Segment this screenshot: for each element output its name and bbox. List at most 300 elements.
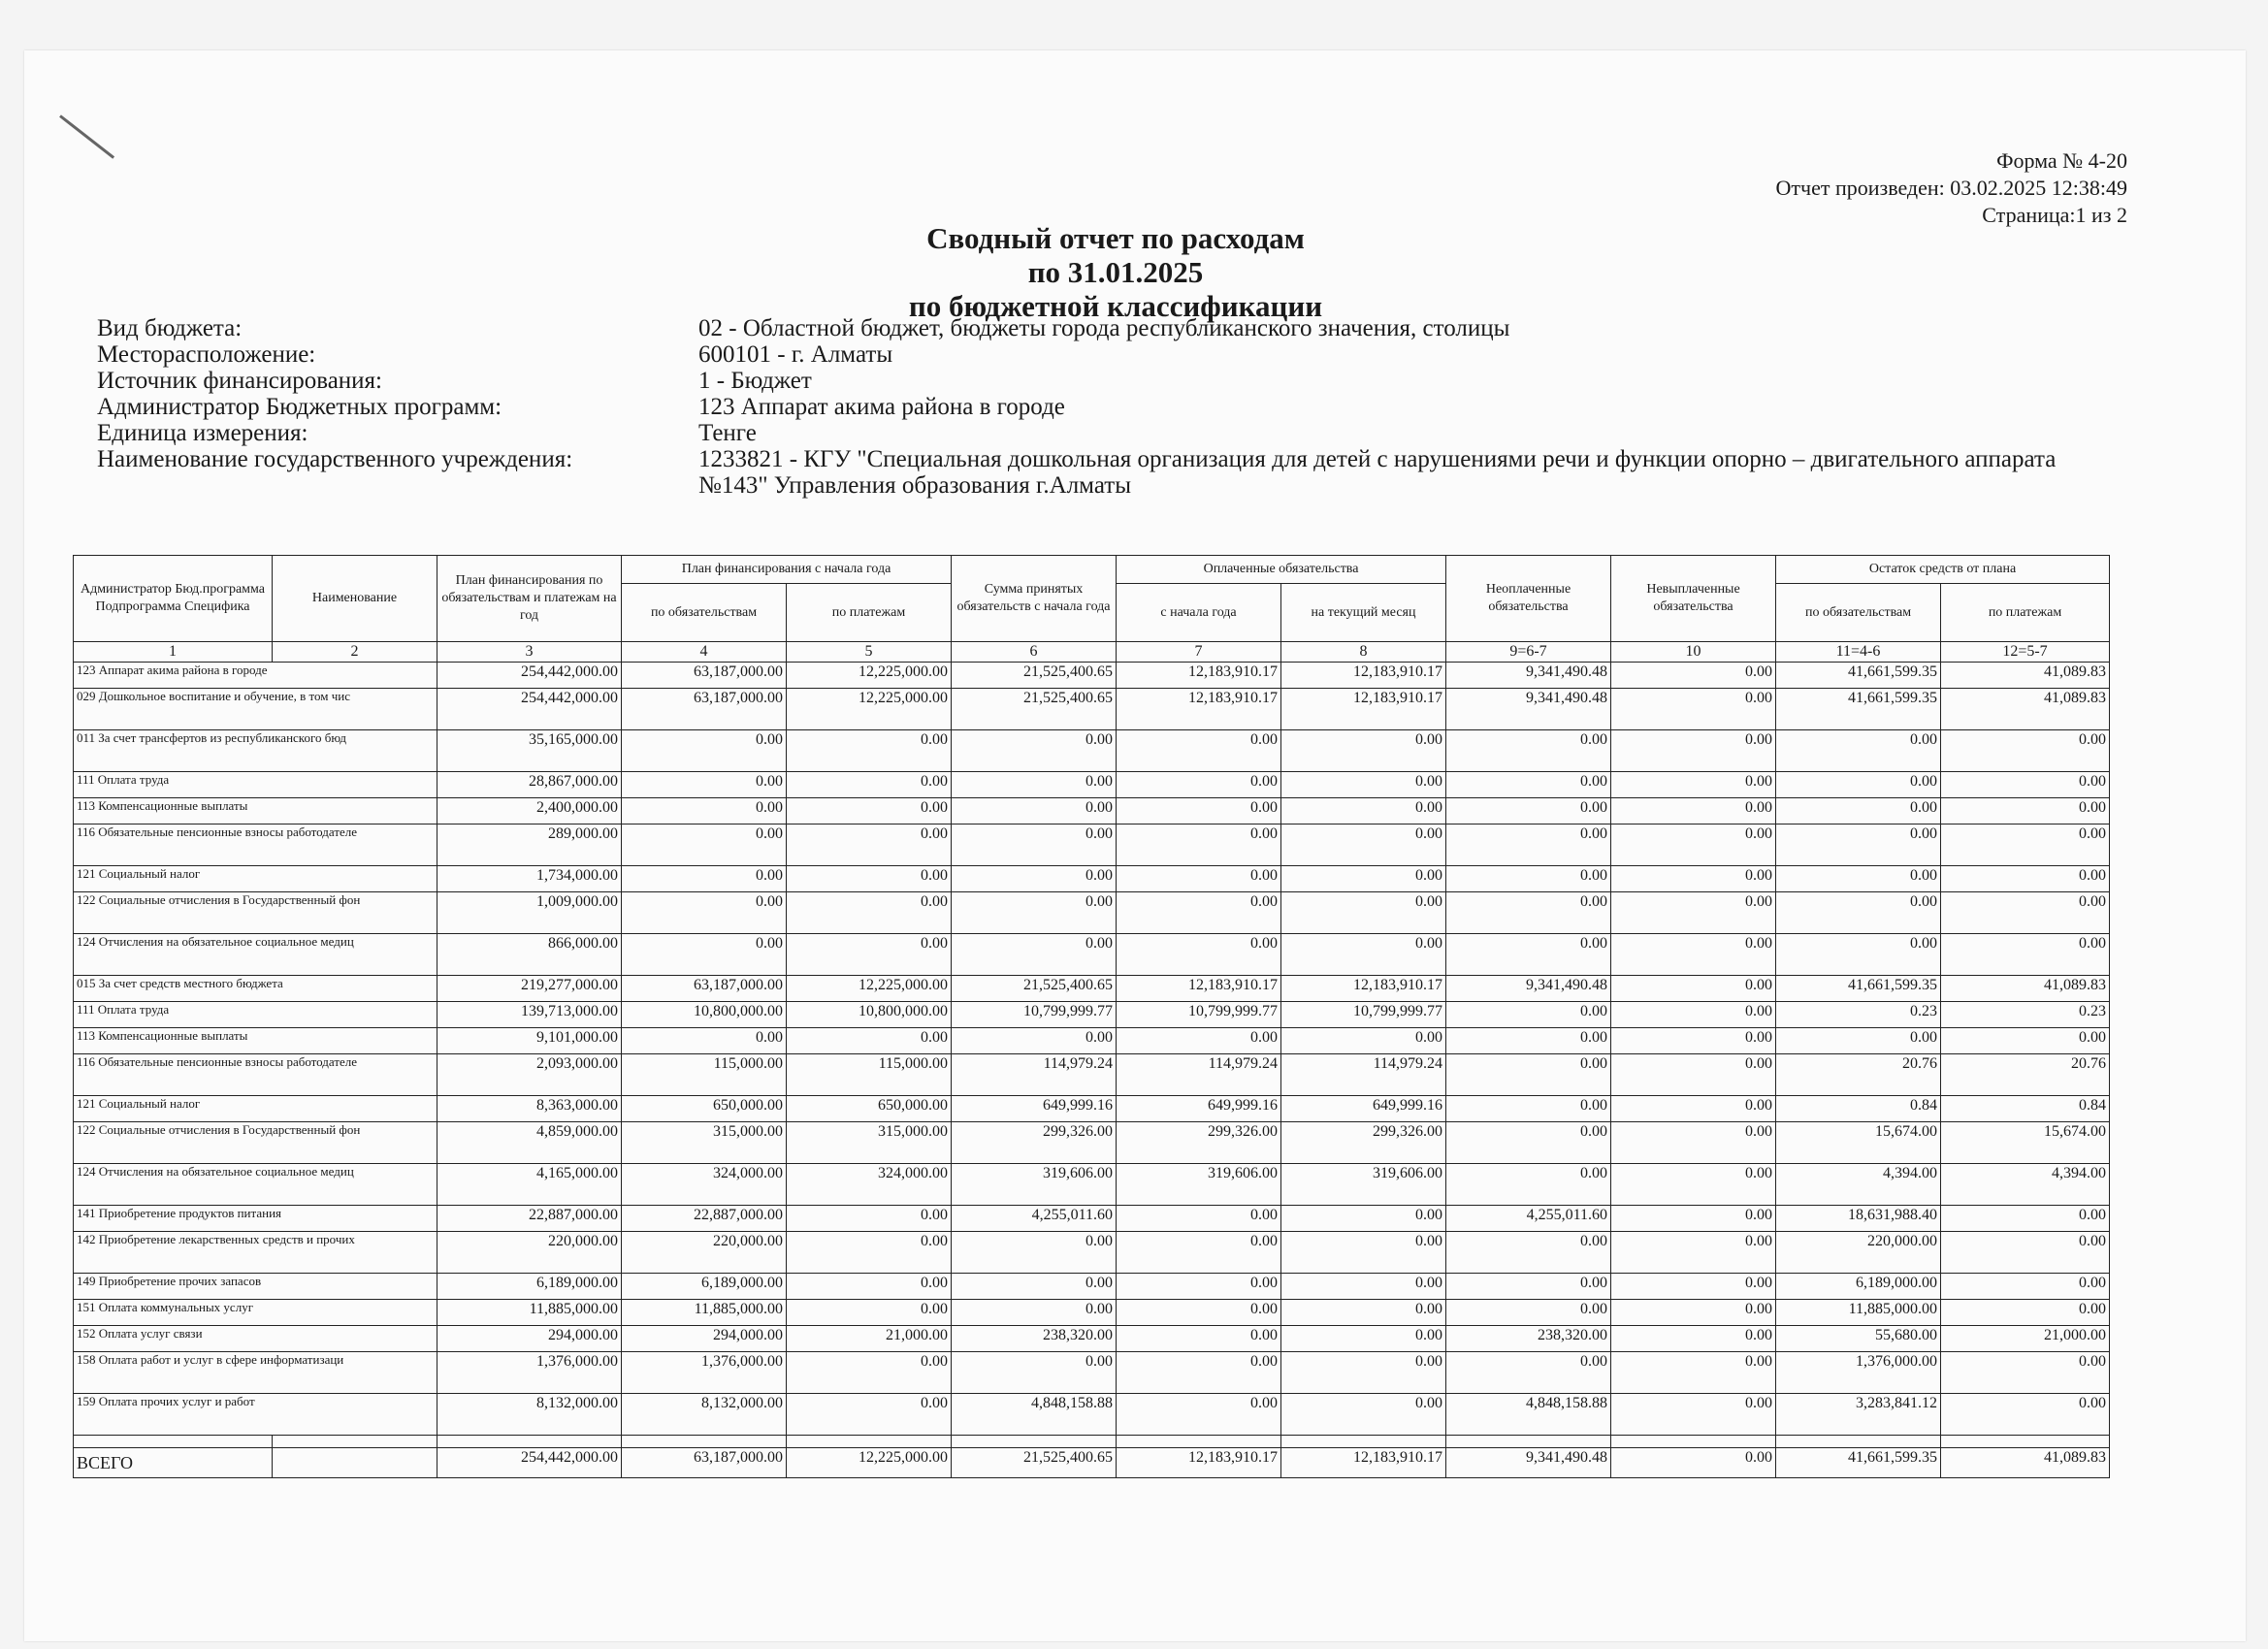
table-row [74, 1096, 2110, 1122]
spacer-row [74, 1436, 2110, 1448]
table-row [74, 1300, 2110, 1326]
page-number: Страница:1 из 2 [1982, 203, 2127, 227]
row-value: 35,165,000.00 [437, 730, 622, 772]
table-row [74, 1002, 2110, 1028]
row-classification: 151 Оплата коммунальных услуг [74, 1300, 437, 1326]
row-value: 0.00 [1117, 1028, 1281, 1054]
row-value: 0.00 [622, 934, 787, 976]
row-value: 0.00 [952, 1028, 1117, 1054]
row-value: 0.00 [622, 730, 787, 772]
row-classification: 159 Оплата прочих услуг и работ [74, 1394, 437, 1436]
row-value: 8,132,000.00 [437, 1394, 622, 1436]
header-paid-obligations: Оплаченные обязательства [1117, 556, 1446, 584]
row-value: 0.00 [1611, 1326, 1776, 1352]
row-value: 9,341,490.48 [1446, 663, 1611, 689]
row-value: 0.00 [952, 934, 1117, 976]
row-value: 12,225,000.00 [787, 976, 952, 1002]
spacer-cell [437, 1436, 622, 1448]
row-value: 0.00 [1117, 824, 1281, 866]
table-body [74, 663, 2110, 1478]
row-value: 0.00 [1941, 866, 2110, 892]
row-value: 21,525,400.65 [952, 976, 1117, 1002]
row-value: 294,000.00 [437, 1326, 622, 1352]
row-value: 114,979.24 [1281, 1054, 1446, 1096]
row-classification: 116 Обязательные пенсионные взносы работодателе [74, 824, 437, 866]
row-value: 63,187,000.00 [622, 689, 787, 730]
meta-label: Вид бюджета: [97, 315, 243, 341]
row-classification: 141 Приобретение продуктов питания [74, 1206, 437, 1232]
row-value: 8,132,000.00 [622, 1394, 787, 1436]
row-value: 315,000.00 [787, 1122, 952, 1164]
row-value: 0.00 [1117, 934, 1281, 976]
row-value: 0.00 [622, 798, 787, 824]
row-value: 0.00 [1776, 824, 1941, 866]
meta-row [97, 446, 2095, 499]
row-value: 0.00 [1446, 1096, 1611, 1122]
row-value: 115,000.00 [622, 1054, 787, 1096]
spacer-cell [787, 1436, 952, 1448]
row-value: 0.00 [1611, 1274, 1776, 1300]
row-value: 12,183,910.17 [1117, 663, 1281, 689]
row-value: 63,187,000.00 [622, 663, 787, 689]
row-value: 9,341,490.48 [1446, 689, 1611, 730]
row-value: 114,979.24 [952, 1054, 1117, 1096]
total-label: ВСЕГО [74, 1448, 273, 1478]
table-row [74, 1394, 2110, 1436]
table-row [74, 1054, 2110, 1096]
row-value: 0.00 [1117, 772, 1281, 798]
row-value: 2,400,000.00 [437, 798, 622, 824]
row-value: 238,320.00 [952, 1326, 1117, 1352]
row-value: 0.00 [952, 892, 1117, 934]
row-value: 0.00 [1446, 1164, 1611, 1206]
header-unpaid-obligations: Неоплаченные обязательства [1446, 556, 1611, 642]
row-classification: 029 Дошкольное воспитание и обучение, в том чис [74, 689, 437, 730]
row-value: 0.00 [1281, 1028, 1446, 1054]
expense-report-table [73, 555, 2110, 1478]
row-value: 0.00 [1117, 1326, 1281, 1352]
header-name: Наименование [273, 556, 437, 642]
row-value: 0.00 [1611, 1394, 1776, 1436]
title-line-2: по 31.01.2025 [1027, 255, 1204, 289]
row-value: 254,442,000.00 [437, 663, 622, 689]
report-title [0, 221, 2221, 323]
row-value: 41,089.83 [1941, 663, 2110, 689]
row-value: 324,000.00 [787, 1164, 952, 1206]
column-index-cell: 10 [1611, 642, 1776, 663]
row-value: 0.00 [1611, 976, 1776, 1002]
row-value: 0.00 [1446, 824, 1611, 866]
column-index-row [74, 642, 2110, 663]
row-value: 1,376,000.00 [1776, 1352, 1941, 1394]
row-value: 0.00 [787, 1352, 952, 1394]
row-classification: 158 Оплата работ и услуг в сфере информатизаци [74, 1352, 437, 1394]
row-value: 0.84 [1776, 1096, 1941, 1122]
row-value: 0.00 [787, 772, 952, 798]
row-value: 0.00 [1941, 1300, 2110, 1326]
row-value: 12,183,910.17 [1281, 689, 1446, 730]
row-value: 0.00 [952, 1232, 1117, 1274]
row-value: 0.00 [1446, 892, 1611, 934]
row-value: 0.00 [1776, 730, 1941, 772]
row-value: 299,326.00 [1117, 1122, 1281, 1164]
column-index-cell: 9=6-7 [1446, 642, 1611, 663]
row-value: 6,189,000.00 [437, 1274, 622, 1300]
table-row [74, 1164, 2110, 1206]
row-value: 0.00 [1776, 798, 1941, 824]
row-value: 41,661,599.35 [1776, 689, 1941, 730]
row-value: 650,000.00 [787, 1096, 952, 1122]
column-index-cell: 6 [952, 642, 1117, 663]
row-value: 0.00 [787, 892, 952, 934]
row-value: 0.00 [1446, 730, 1611, 772]
table-row [74, 798, 2110, 824]
row-value: 21,525,400.65 [952, 689, 1117, 730]
row-value: 0.00 [952, 866, 1117, 892]
spacer-cell [1776, 1436, 1941, 1448]
meta-value: 02 - Областной бюджет, бюджеты города республиканского значения, столицы [698, 315, 1510, 341]
row-value: 2,093,000.00 [437, 1054, 622, 1096]
row-value: 0.00 [622, 866, 787, 892]
row-value: 0.00 [1611, 730, 1776, 772]
column-index-cell: 8 [1281, 642, 1446, 663]
row-classification: 113 Компенсационные выплаты [74, 1028, 437, 1054]
row-value: 0.84 [1941, 1096, 2110, 1122]
row-value: 649,999.16 [952, 1096, 1117, 1122]
title-line-1: Сводный отчет по расходам [926, 221, 1305, 255]
row-value: 0.00 [1941, 772, 2110, 798]
row-value: 10,800,000.00 [787, 1002, 952, 1028]
total-value: 12,225,000.00 [787, 1448, 952, 1478]
row-value: 0.00 [1611, 1002, 1776, 1028]
row-value: 649,999.16 [1117, 1096, 1281, 1122]
row-value: 0.00 [952, 1300, 1117, 1326]
row-value: 11,885,000.00 [1776, 1300, 1941, 1326]
total-value: 254,442,000.00 [437, 1448, 622, 1478]
row-classification: 111 Оплата труда [74, 772, 437, 798]
row-value: 20.76 [1941, 1054, 2110, 1096]
spacer-cell [1611, 1436, 1776, 1448]
row-value: 0.00 [1611, 934, 1776, 976]
column-index-cell: 2 [273, 642, 437, 663]
row-value: 21,000.00 [1941, 1326, 2110, 1352]
row-value: 0.00 [1941, 1352, 2110, 1394]
total-value: 12,183,910.17 [1281, 1448, 1446, 1478]
row-value: 0.23 [1941, 1002, 2110, 1028]
meta-value: 123 Аппарат акима района в городе [698, 394, 1065, 420]
total-value: 21,525,400.65 [952, 1448, 1117, 1478]
header-fin-plan: План финансирования с начала года [622, 556, 952, 584]
header-fin-oblig: по обязательствам [622, 584, 787, 642]
row-classification: 142 Приобретение лекарственных средств и прочих [74, 1232, 437, 1274]
row-value: 254,442,000.00 [437, 689, 622, 730]
row-value: 0.00 [1446, 1300, 1611, 1326]
row-value: 0.00 [1611, 1096, 1776, 1122]
row-value: 0.00 [1281, 1394, 1446, 1436]
row-value: 0.00 [787, 824, 952, 866]
row-value: 319,606.00 [1281, 1164, 1446, 1206]
table-row [74, 663, 2110, 689]
row-value: 0.00 [1611, 663, 1776, 689]
meta-label: Единица измерения: [97, 420, 308, 446]
meta-label: Месторасположение: [97, 341, 316, 368]
row-value: 41,661,599.35 [1776, 663, 1941, 689]
row-value: 0.00 [1941, 1028, 2110, 1054]
row-value: 319,606.00 [1117, 1164, 1281, 1206]
row-value: 0.00 [787, 730, 952, 772]
row-value: 20.76 [1776, 1054, 1941, 1096]
row-value: 0.00 [952, 824, 1117, 866]
meta-label: Администратор Бюджетных программ: [97, 394, 502, 420]
row-value: 1,009,000.00 [437, 892, 622, 934]
row-value: 220,000.00 [1776, 1232, 1941, 1274]
row-value: 0.00 [787, 934, 952, 976]
row-value: 1,376,000.00 [622, 1352, 787, 1394]
row-value: 55,680.00 [1776, 1326, 1941, 1352]
row-classification: 121 Социальный налог [74, 1096, 437, 1122]
row-value: 15,674.00 [1776, 1122, 1941, 1164]
row-value: 0.00 [787, 798, 952, 824]
row-value: 866,000.00 [437, 934, 622, 976]
row-value: 299,326.00 [952, 1122, 1117, 1164]
row-value: 0.00 [1117, 1274, 1281, 1300]
row-value: 0.00 [1776, 934, 1941, 976]
row-value: 9,101,000.00 [437, 1028, 622, 1054]
row-value: 0.00 [1611, 1206, 1776, 1232]
total-value: 9,341,490.48 [1446, 1448, 1611, 1478]
row-value: 10,800,000.00 [622, 1002, 787, 1028]
report-header-info [1776, 147, 2127, 229]
column-index-cell: 5 [787, 642, 952, 663]
row-value: 0.00 [787, 866, 952, 892]
row-value: 8,363,000.00 [437, 1096, 622, 1122]
row-value: 4,394.00 [1776, 1164, 1941, 1206]
row-value: 0.00 [1446, 772, 1611, 798]
row-value: 0.00 [1941, 934, 2110, 976]
row-value: 220,000.00 [437, 1232, 622, 1274]
meta-value: 1 - Бюджет [698, 368, 812, 394]
row-value: 0.23 [1776, 1002, 1941, 1028]
row-value: 1,734,000.00 [437, 866, 622, 892]
table-row [74, 1274, 2110, 1300]
row-value: 0.00 [1611, 1122, 1776, 1164]
row-value: 0.00 [1281, 1326, 1446, 1352]
row-classification: 011 За счет трансфертов из республиканского бюд [74, 730, 437, 772]
row-value: 0.00 [1446, 1352, 1611, 1394]
row-value: 0.00 [1281, 934, 1446, 976]
table-row [74, 1206, 2110, 1232]
row-value: 0.00 [1117, 1206, 1281, 1232]
row-value: 12,225,000.00 [787, 663, 952, 689]
table-row [74, 976, 2110, 1002]
row-value: 0.00 [1611, 798, 1776, 824]
row-value: 63,187,000.00 [622, 976, 787, 1002]
row-value: 115,000.00 [787, 1054, 952, 1096]
row-value: 324,000.00 [622, 1164, 787, 1206]
row-value: 0.00 [1446, 1122, 1611, 1164]
row-value: 0.00 [1281, 730, 1446, 772]
row-value: 12,183,910.17 [1117, 976, 1281, 1002]
spacer-cell [622, 1436, 787, 1448]
total-value: 41,089.83 [1941, 1448, 2110, 1478]
row-value: 0.00 [622, 772, 787, 798]
row-value: 0.00 [1281, 798, 1446, 824]
header-rem-pay: по платежам [1941, 584, 2110, 642]
row-value: 0.00 [1281, 824, 1446, 866]
column-index-cell: 12=5-7 [1941, 642, 2110, 663]
row-value: 10,799,999.77 [952, 1002, 1117, 1028]
row-value: 0.00 [1776, 772, 1941, 798]
row-value: 0.00 [1611, 1300, 1776, 1326]
meta-row [97, 315, 2095, 341]
row-value: 0.00 [1281, 866, 1446, 892]
row-value: 139,713,000.00 [437, 1002, 622, 1028]
row-value: 0.00 [1611, 772, 1776, 798]
row-value: 0.00 [1941, 1232, 2110, 1274]
row-classification: 111 Оплата труда [74, 1002, 437, 1028]
spacer-cell [1941, 1436, 2110, 1448]
row-classification: 122 Социальные отчисления в Государственный фон [74, 892, 437, 934]
column-index-cell: 4 [622, 642, 787, 663]
row-value: 0.00 [1611, 689, 1776, 730]
row-value: 0.00 [1941, 824, 2110, 866]
row-value: 0.00 [1941, 730, 2110, 772]
row-value: 0.00 [1611, 866, 1776, 892]
row-value: 0.00 [1446, 1232, 1611, 1274]
column-index-cell: 11=4-6 [1776, 642, 1941, 663]
table-row [74, 730, 2110, 772]
table-row [74, 866, 2110, 892]
row-value: 0.00 [1117, 1232, 1281, 1274]
row-value: 0.00 [1281, 1206, 1446, 1232]
row-value: 0.00 [1446, 866, 1611, 892]
header-annual-plan: План финансирования по обязательствам и платежам на год [437, 556, 622, 642]
row-classification: 149 Приобретение прочих запасов [74, 1274, 437, 1300]
row-value: 0.00 [1446, 1054, 1611, 1096]
row-value: 649,999.16 [1281, 1096, 1446, 1122]
row-value: 289,000.00 [437, 824, 622, 866]
spacer-cell [952, 1436, 1117, 1448]
row-value: 0.00 [1941, 798, 2110, 824]
row-classification: 122 Социальные отчисления в Государственный фон [74, 1122, 437, 1164]
row-value: 3,283,841.12 [1776, 1394, 1941, 1436]
row-value: 0.00 [1941, 892, 2110, 934]
row-value: 1,376,000.00 [437, 1352, 622, 1394]
row-value: 28,867,000.00 [437, 772, 622, 798]
column-index-cell: 7 [1117, 642, 1281, 663]
row-value: 0.00 [1117, 866, 1281, 892]
total-value: 12,183,910.17 [1117, 1448, 1281, 1478]
row-value: 41,089.83 [1941, 976, 2110, 1002]
row-value: 0.00 [1611, 892, 1776, 934]
row-classification: 124 Отчисления на обязательное социальное медиц [74, 934, 437, 976]
row-value: 650,000.00 [622, 1096, 787, 1122]
meta-row [97, 394, 2095, 420]
row-value: 11,885,000.00 [437, 1300, 622, 1326]
row-value: 10,799,999.77 [1281, 1002, 1446, 1028]
header-fin-pay: по платежам [787, 584, 952, 642]
header-nonpaid-obligations: Невыплаченные обязательства [1611, 556, 1776, 642]
row-value: 0.00 [622, 824, 787, 866]
row-value: 0.00 [1611, 824, 1776, 866]
row-value: 0.00 [1446, 1028, 1611, 1054]
meta-row [97, 420, 2095, 446]
row-value: 315,000.00 [622, 1122, 787, 1164]
row-value: 0.00 [952, 1274, 1117, 1300]
row-value: 41,661,599.35 [1776, 976, 1941, 1002]
row-value: 0.00 [787, 1206, 952, 1232]
row-value: 0.00 [1941, 1206, 2110, 1232]
row-value: 18,631,988.40 [1776, 1206, 1941, 1232]
row-value: 41,089.83 [1941, 689, 2110, 730]
meta-row [97, 368, 2095, 394]
row-classification: 015 За счет средств местного бюджета [74, 976, 437, 1002]
row-value: 0.00 [1117, 798, 1281, 824]
row-value: 0.00 [622, 892, 787, 934]
row-value: 12,183,910.17 [1117, 689, 1281, 730]
spacer-cell [1281, 1436, 1446, 1448]
row-classification: 121 Социальный налог [74, 866, 437, 892]
column-index-cell: 3 [437, 642, 622, 663]
row-value: 0.00 [1941, 1274, 2110, 1300]
row-value: 22,887,000.00 [437, 1206, 622, 1232]
row-value: 0.00 [1611, 1164, 1776, 1206]
table-row [74, 824, 2110, 866]
row-value: 6,189,000.00 [622, 1274, 787, 1300]
row-value: 10,799,999.77 [1117, 1002, 1281, 1028]
row-value: 219,277,000.00 [437, 976, 622, 1002]
row-value: 0.00 [1611, 1054, 1776, 1096]
row-value: 238,320.00 [1446, 1326, 1611, 1352]
row-value: 9,341,490.48 [1446, 976, 1611, 1002]
header-paid-ytd: с начала года [1117, 584, 1281, 642]
row-value: 0.00 [1776, 1028, 1941, 1054]
row-classification: 113 Компенсационные выплаты [74, 798, 437, 824]
row-value: 0.00 [1446, 798, 1611, 824]
row-value: 11,885,000.00 [622, 1300, 787, 1326]
row-value: 21,525,400.65 [952, 663, 1117, 689]
row-value: 0.00 [1117, 892, 1281, 934]
row-value: 0.00 [1776, 892, 1941, 934]
table-row [74, 1232, 2110, 1274]
row-value: 0.00 [787, 1274, 952, 1300]
meta-row [97, 341, 2095, 368]
header-paid-month: на текущий месяц [1281, 584, 1446, 642]
table-row [74, 934, 2110, 976]
row-value: 22,887,000.00 [622, 1206, 787, 1232]
row-value: 294,000.00 [622, 1326, 787, 1352]
row-value: 0.00 [1776, 866, 1941, 892]
spacer-cell [1446, 1436, 1611, 1448]
row-value: 319,606.00 [952, 1164, 1117, 1206]
row-value: 12,183,910.17 [1281, 663, 1446, 689]
meta-value: 1233821 - КГУ "Специальная дошкольная организация для детей с нарушениями речи и функции опорно – двигательного аппарата №143" Управления образования г.Алматы [698, 446, 2057, 499]
row-value: 4,848,158.88 [952, 1394, 1117, 1436]
spacer-cell [273, 1436, 437, 1448]
row-value: 15,674.00 [1941, 1122, 2110, 1164]
row-value: 0.00 [1611, 1232, 1776, 1274]
row-value: 0.00 [787, 1300, 952, 1326]
row-value: 4,848,158.88 [1446, 1394, 1611, 1436]
row-value: 0.00 [952, 730, 1117, 772]
row-value: 4,255,011.60 [952, 1206, 1117, 1232]
row-value: 299,326.00 [1281, 1122, 1446, 1164]
total-value: 0.00 [1611, 1448, 1776, 1478]
meta-label: Источник финансирования: [97, 368, 383, 394]
table-row [74, 1122, 2110, 1164]
total-value: 41,661,599.35 [1776, 1448, 1941, 1478]
meta-value: 600101 - г. Алматы [698, 341, 893, 368]
